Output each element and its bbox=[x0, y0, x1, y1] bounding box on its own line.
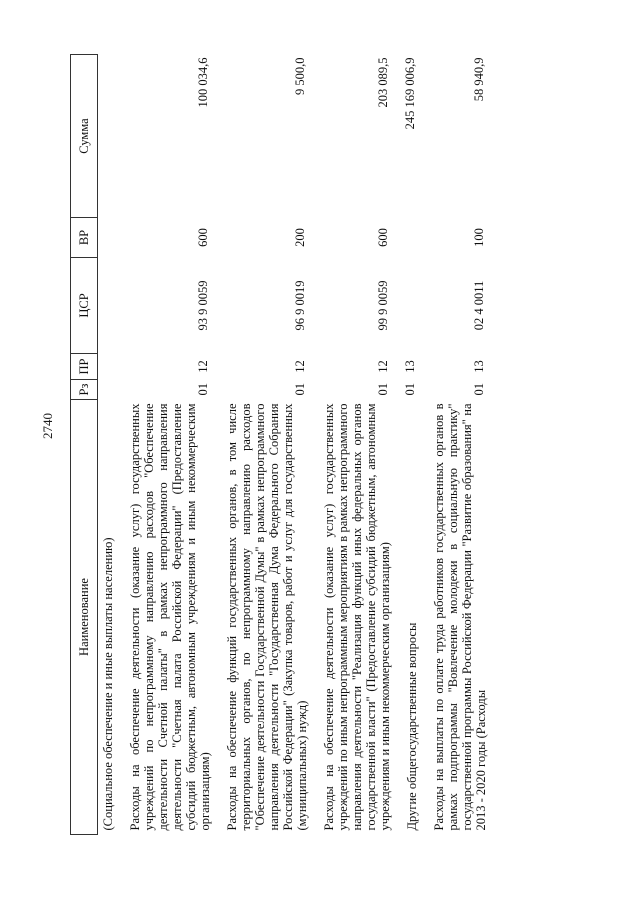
row-vr: 100 bbox=[472, 228, 486, 247]
expenditure-table bbox=[70, 54, 490, 835]
row-pr: 12 bbox=[376, 360, 390, 373]
row-sum: 245 169 006,9 bbox=[403, 57, 417, 130]
row-pr: 12 bbox=[196, 360, 210, 373]
table-row bbox=[222, 55, 311, 835]
row-name: Расходы на обеспечение деятельности (оказание услуг) государственных учреждений по непрограммному направлению расходов "Обеспечение деятельности Счетной палаты" в рамках непрограммного направления деятельности "Счетная палата Российской Федерации" (Предоставление субсидий бюджетным, автономным учреждениям и иным некоммерческим организациям) bbox=[128, 403, 212, 831]
header-sum: Сумма bbox=[71, 55, 98, 218]
row-csr: 99 9 0059 bbox=[376, 280, 390, 331]
row-name: Расходы на выплаты по оплате труда работников государственных органов в рамках подпрограммы "Вовлечение молодежи в социальную практику" государственной программы Российской Федерации "Развитие образования" на 2013 - 2020 годы (Расходы bbox=[432, 403, 488, 831]
row-rz: 01 bbox=[376, 383, 390, 396]
row-rz: 01 bbox=[293, 383, 307, 396]
row-sum: 100 034,6 bbox=[196, 57, 210, 108]
header-name: Наименование bbox=[71, 400, 98, 835]
header-rz: Рз bbox=[71, 380, 98, 400]
table-header-row bbox=[71, 55, 98, 835]
continuation-row bbox=[98, 55, 118, 835]
row-csr: 96 9 0019 bbox=[293, 280, 307, 331]
row-name: Расходы на обеспечение функций государственных органов, в том числе территориальных органов, по непрограммному направлению расходов "Обеспечение деятельности Государственной Думы" в рамках непрограммного направления деятельности "Государственная Дума Федерального Собрания Российской Федерации" (Закупка товаров, работ и услуг для государственных (муниципальных) нужд) bbox=[225, 403, 309, 831]
row-sum: 58 940,9 bbox=[472, 57, 486, 102]
row-vr bbox=[402, 218, 421, 258]
row-name: Другие общегосударственные вопросы bbox=[405, 622, 419, 831]
row-rz: 01 bbox=[403, 383, 417, 396]
header-pr: ПР bbox=[71, 354, 98, 380]
row-pr: 13 bbox=[403, 360, 417, 373]
header-vr: ВР bbox=[71, 218, 98, 258]
row-pr: 13 bbox=[472, 360, 486, 373]
row-vr: 600 bbox=[376, 228, 390, 247]
page-number: 2740 bbox=[40, 413, 55, 439]
table-row bbox=[429, 55, 490, 835]
row-name: Расходы на обеспечение деятельности (оказание услуг) государственных учреждений по иным непрограммным мероприятиям в рамках непрограммного направления деятельности "Реализация функций иных федеральных органов государственной власти" (Предоставление субсидий бюджетным, автономным учреждениям и иным некоммерческим организациям) bbox=[322, 403, 392, 831]
row-vr: 200 bbox=[293, 228, 307, 247]
header-csr: ЦСР bbox=[71, 258, 98, 354]
row-csr: 93 9 0059 bbox=[196, 280, 210, 331]
row-sum: 203 089,5 bbox=[376, 57, 390, 108]
rotated-page-content bbox=[70, 55, 605, 835]
table-row bbox=[402, 55, 421, 835]
row-vr: 600 bbox=[196, 228, 210, 247]
row-pr: 12 bbox=[293, 360, 307, 373]
continuation-text: (Социальное обеспечение и иные выплаты населению) bbox=[101, 537, 115, 831]
row-rz: 01 bbox=[472, 383, 486, 396]
table-row bbox=[319, 55, 394, 835]
table-row bbox=[125, 55, 214, 835]
row-sum: 9 500,0 bbox=[293, 57, 307, 95]
row-csr bbox=[402, 258, 421, 354]
row-rz: 01 bbox=[196, 383, 210, 396]
row-csr: 02 4 0011 bbox=[472, 280, 486, 331]
